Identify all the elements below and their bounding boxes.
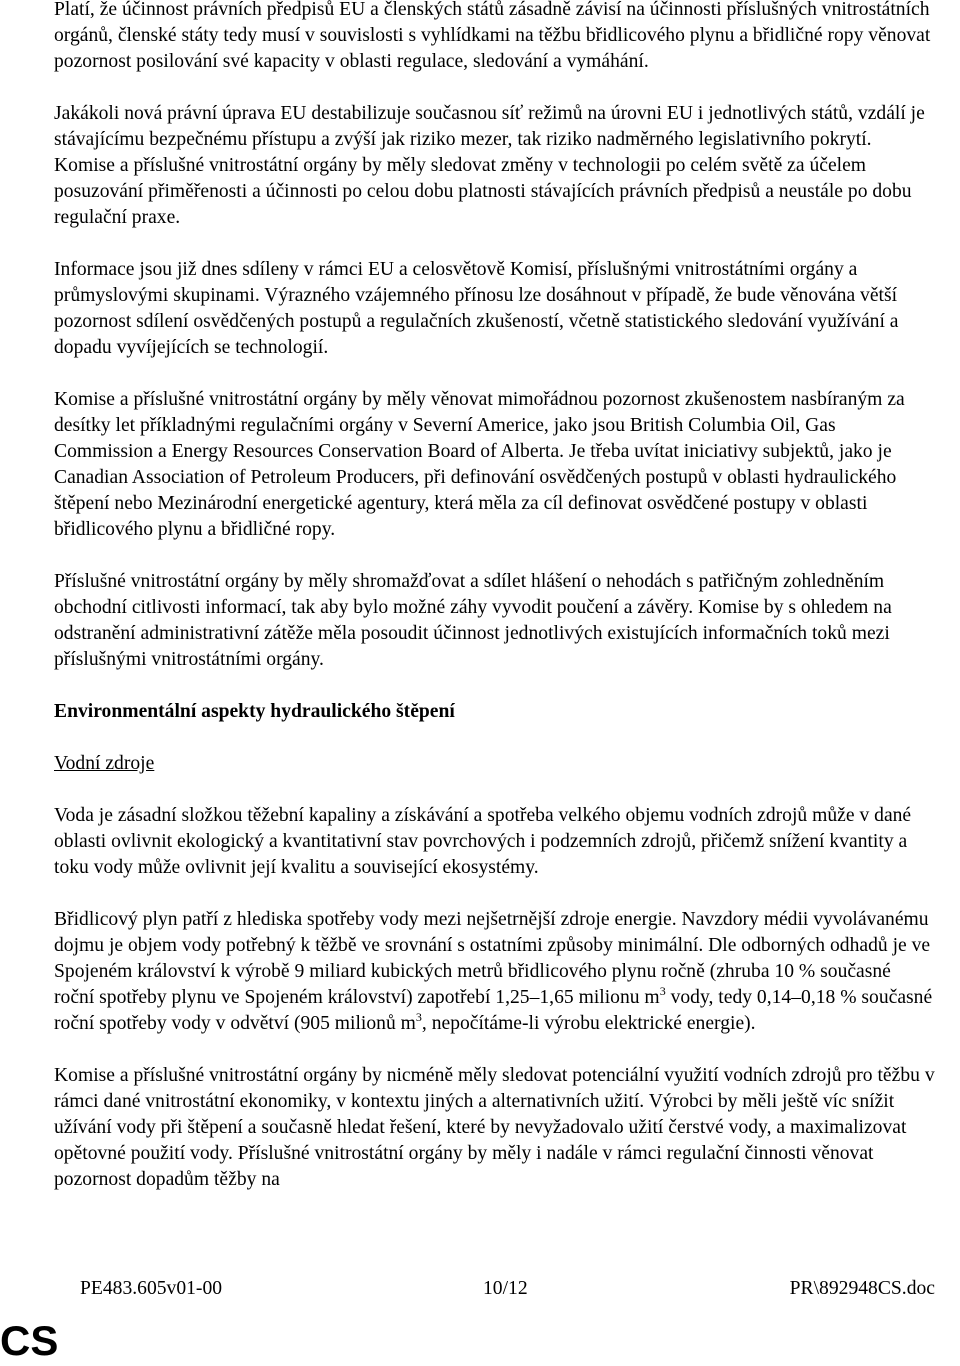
- shale-text-part1: Břidlicový plyn patří z hlediska spotřeby vody mezi nejšetrnější zdroje energie. Navzdory médii vyvolávanému dojmu je objem vody potřebný k těžbě ve srovnání s ostatními způsoby minimální. Dle odborných odhadů je ve Spojeném království k výrobě 9 miliard kubických metrů břidlicového plynu ročně (zhruba 10 % současné roční spotřeby plynu ve Spojeném království) zapotřebí 1,25–1,65 milionu m: [54, 909, 931, 1008]
- paragraph-accident-reports: Příslušné vnitrostátní orgány by měly shromažďovat a sdílet hlášení o nehodách s patřičným zohledněním obchodní citlivosti informací, tak aby bylo možné záhy vyvodit poučení a závěry. Komise by s ohledem na odstranění administrativní zátěže měla posoudit účinnost jednotlivých existujících informačních toků mezi příslušnými vnitrostátními orgány.: [54, 571, 892, 670]
- shale-text-part3: , nepočítáme-li výrobu elektrické energie).: [421, 1013, 756, 1034]
- paragraph-gap: [54, 725, 936, 751]
- subsection-heading: Vodní zdroje: [54, 753, 155, 774]
- paragraph-gap: [54, 75, 936, 101]
- superscript-3: 3: [415, 1010, 422, 1024]
- paragraph-north-america: Komise a příslušné vnitrostátní orgány by měly věnovat mimořádnou pozornost zkušenostem nasbíraným za desítky let příkladnými regulačními orgány v Severní Americe, jako jsou British Columbia Oil, Gas Commission a Energy Resources Conservation Board of Alberta. Je třeba uvítat iniciativy subjektů, jako je Canadian Association of Petroleum Producers, při definování osvědčených postupů v oblasti hydraulického štěpení nebo Mezinárodní energetické agentury, která měla za cíl definovat osvědčené postupy v oblasti břidlicového plynu a břidličné ropy.: [54, 389, 905, 540]
- paragraph-information-sharing: Informace jsou již dnes sdíleny v rámci EU a celosvětově Komisí, příslušnými vnitrostátními orgány a průmyslovými skupinami. Výrazného vzájemného přínosu lze dosáhnout v případě, že bude věnována větší pozornost sdílení osvědčených postupů a regulačních zkušeností, včetně statistického sledování využívání a dopadu vyvíjejících se technologií.: [54, 259, 899, 358]
- file-name: PR\892948CS.doc: [789, 1278, 935, 1299]
- paragraph-gap: [54, 231, 936, 257]
- language-code: CS: [0, 1317, 59, 1364]
- document-body: [54, 0, 936, 1193]
- paragraph-gap: [54, 881, 936, 907]
- paragraph-gap: [54, 361, 936, 387]
- paragraph-gap: [54, 673, 936, 699]
- section-heading: Environmentální aspekty hydraulického štěpení: [54, 701, 455, 722]
- paragraph-gap: [54, 1037, 936, 1063]
- paragraph-gap: [54, 777, 936, 803]
- document-reference: PE483.605v01-00: [80, 1278, 223, 1299]
- superscript-3: 3: [659, 984, 666, 998]
- page-number: 10/12: [483, 1278, 528, 1299]
- shale-text-part2: vody, tedy 0,14–0,18 % současné roční spotřeby vody v odvětví (905 milionů m: [54, 987, 933, 1034]
- paragraph-water-resources: Voda je zásadní složkou těžební kapaliny a získávání a spotřeba velkého objemu vodních zdrojů může v dané oblasti ovlivnit ekologický a kvantitativní stav povrchových i podzemních zdrojů, přičemž snížení kvantity a toku vody může ovlivnit její kvalitu a související ekosystémy.: [54, 805, 912, 878]
- paragraph-gap: [54, 543, 936, 569]
- paragraph-monitoring-water: Komise a příslušné vnitrostátní orgány by nicméně měly sledovat potenciální využití vodních zdrojů pro těžbu v rámci dané vnitrostátní ekonomiky, v kontextu jiných a alternativních užití. Výrobci by měli ještě víc snížit užívání vody při štěpení a současně hledat řešení, které by nevyžadovalo užití čerstvé vody, a maximalizovat opětovné použití vody. Příslušné vnitrostátní orgány by měly i nadále v rámci regulační činnosti věnovat pozornost dopadům těžby na: [54, 1065, 935, 1190]
- paragraph-shale-water-use: [54, 907, 936, 1037]
- paragraph-legislation: Jakákoli nová právní úprava EU destabilizuje současnou síť režimů na úrovni EU i jednotlivých států, vzdálí je stávajícímu bezpečnému přístupu a zvýší jak riziko mezer, tak riziko nadměrného legislativního pokrytí. Komise a příslušné vnitrostátní orgány by měly sledovat změny v technologii po celém světě za účelem posuzování přiměřenosti a účinnosti po celou dobu platnosti stávajících právních předpisů a neustále po dobu regulační praxe.: [54, 103, 925, 228]
- paragraph-capacity: Platí, že účinnost právních předpisů EU a členských států zásadně závisí na účinnosti příslušných vnitrostátních orgánů, členské státy tedy musí v souvislosti s vyhlídkami na těžbu břidlicového plynu a břidličné ropy věnovat pozornost posilování své kapacity v oblasti regulace, sledování a vymáhání.: [54, 0, 931, 72]
